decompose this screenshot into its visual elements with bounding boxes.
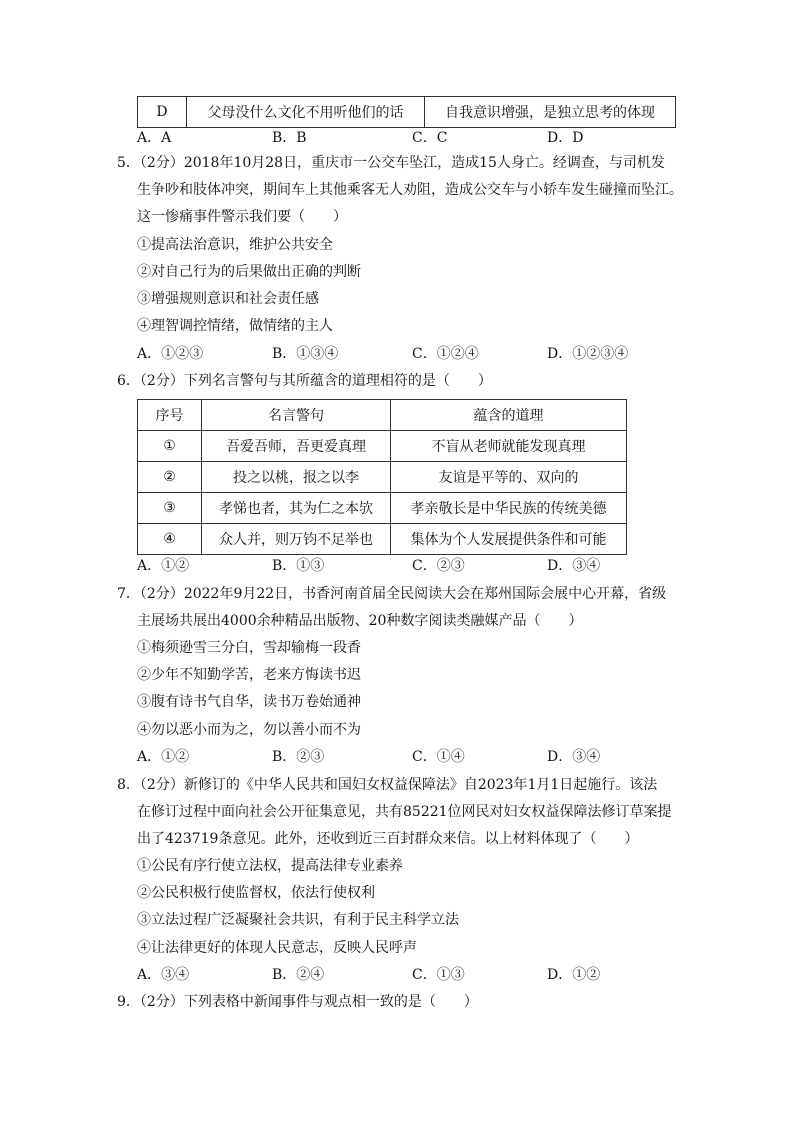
option-d[interactable]: D．①②③④ [547, 346, 629, 362]
q4-table-cell: 父母没什么文化不用听他们的话 [187, 97, 425, 128]
q5-stem-line: 这一惨痛事件警示我们要（ ） [137, 209, 347, 225]
option-c[interactable]: C．①③ [412, 967, 465, 983]
table-row [138, 493, 627, 524]
q5-stem-line: 5．（2分）2018年10月28日，重庆市一公交车坠江，造成15人身亡。经调查，与司机发 [117, 155, 665, 171]
q8-stem-line: 在修订过程中面向社会公开征集意见，共有85221位网民对妇女权益保障法修订草案提 [137, 804, 672, 820]
q5-statement: ①提高法治意识，维护公共安全 [137, 237, 333, 253]
q6-header: 序号 [138, 400, 202, 431]
q7-stem-line: 主展场共展出4000余种精品出版物、20种数字阅读类融媒产品（ ） [137, 613, 583, 629]
q6-cell: ④ [138, 524, 202, 555]
q6-table [137, 399, 627, 555]
option-d[interactable]: D．③④ [547, 749, 601, 765]
q9-stem-line: 9．（2分）下列表格中新闻事件与观点相一致的是（ ） [117, 994, 478, 1010]
q4-options [137, 128, 677, 148]
q6-cell: 吾爱吾师，吾更爱真理 [202, 431, 391, 462]
option-a[interactable]: A．③④ [137, 967, 190, 983]
q4-table [137, 96, 676, 128]
q6-cell: ① [138, 431, 202, 462]
q6-options [137, 556, 677, 576]
q6-stem-line: 6．（2分）下列名言警句与其所蕴含的道理相符的是（ ） [117, 373, 492, 389]
option-a[interactable]: A．①②③ [137, 346, 204, 362]
q6-cell: 孝悌也者，其为仁之本欤 [202, 493, 391, 524]
q8-stem-line: 出了423719条意见。此外，还收到近三百封群众来信。以上材料体现了（ ） [137, 831, 639, 847]
table-row [138, 431, 627, 462]
option-b[interactable]: B．B [272, 130, 307, 146]
option-b[interactable]: B．①③ [272, 558, 325, 574]
option-d[interactable]: D．①② [547, 967, 601, 983]
q4-table-cell: D [138, 97, 187, 128]
option-d[interactable]: D．③④ [547, 558, 601, 574]
q6-cell: 友谊是平等的、双向的 [391, 462, 627, 493]
q7-options [137, 747, 677, 767]
q8-statement: ④让法律更好的体现人民意志，反映人民呼声 [137, 940, 417, 956]
q6-header: 蕴含的道理 [391, 400, 627, 431]
option-a[interactable]: A．①② [137, 749, 190, 765]
q7-statement: ②少年不知勤学苦，老来方悔读书迟 [137, 667, 361, 683]
q5-statement: ②对自己行为的后果做出正确的判断 [137, 264, 361, 280]
option-b[interactable]: B．②③ [272, 749, 325, 765]
q8-stem-line: 8．（2分）新修订的《中华人民共和国妇女权益保障法》自2023年1月1日起施行。该法 [117, 777, 658, 793]
q6-cell: 投之以桃，报之以李 [202, 462, 391, 493]
table-row [138, 462, 627, 493]
q7-statement: ④勿以恶小而为之，勿以善小而不为 [137, 722, 361, 738]
q5-options [137, 344, 677, 364]
q6-cell: ③ [138, 493, 202, 524]
q4-table-cell: 自我意识增强，是独立思考的体现 [425, 97, 676, 128]
table-row [138, 524, 627, 555]
option-b[interactable]: B．①③④ [272, 346, 339, 362]
q6-cell: 集体为个人发展提供条件和可能 [391, 524, 627, 555]
q5-stem-line: 生争吵和肢体冲突，期间车上其他乘客无人劝阻，造成公交车与小轿车发生碰撞而坠江。 [137, 182, 683, 198]
option-c[interactable]: C．①④ [412, 749, 465, 765]
q5-statement: ③增强规则意识和社会责任感 [137, 291, 319, 307]
q8-options [137, 965, 677, 985]
option-a[interactable]: A．A [137, 130, 172, 146]
option-c[interactable]: C．①②④ [412, 346, 479, 362]
q7-statement: ①梅须逊雪三分白，雪却输梅一段香 [137, 640, 361, 656]
q5-statement: ④理智调控情绪，做情绪的主人 [137, 318, 333, 334]
q6-header: 名言警句 [202, 400, 391, 431]
q7-statement: ③腹有诗书气自华，读书万卷始通神 [137, 694, 361, 710]
q7-stem-line: 7．（2分）2022年9月22日，书香河南首届全民阅读大会在郑州国际会展中心开幕，省级 [117, 586, 667, 602]
q8-statement: ②公民积极行使监督权，依法行使权利 [137, 885, 375, 901]
option-d[interactable]: D．D [547, 130, 584, 146]
option-c[interactable]: C．C [412, 130, 448, 146]
q8-statement: ③立法过程广泛凝聚社会共识，有利于民主科学立法 [137, 912, 459, 928]
q6-cell: 孝亲敬长是中华民族的传统美德 [391, 493, 627, 524]
option-b[interactable]: B．②④ [272, 967, 325, 983]
q6-cell: 不盲从老师就能发现真理 [391, 431, 627, 462]
option-c[interactable]: C．②③ [412, 558, 465, 574]
q6-cell: ② [138, 462, 202, 493]
option-a[interactable]: A．①② [137, 558, 190, 574]
q8-statement: ①公民有序行使立法权，提高法律专业素养 [137, 858, 403, 874]
q6-cell: 众人并，则万钧不足举也 [202, 524, 391, 555]
